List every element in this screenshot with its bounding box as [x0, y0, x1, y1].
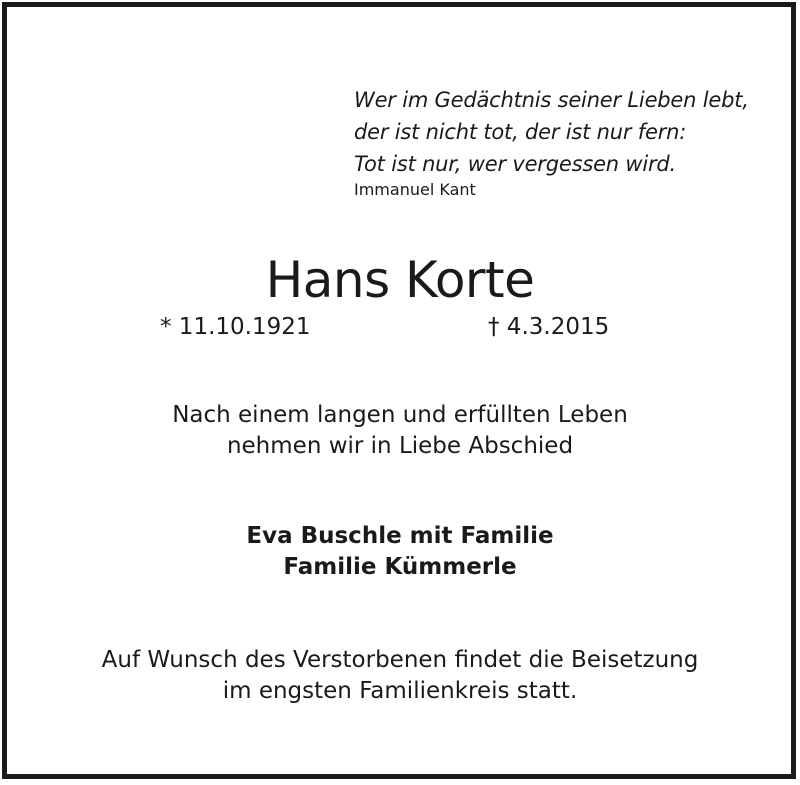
quote-author: Immanuel Kant: [354, 180, 476, 199]
quote-line: Wer im Gedächtnis seiner Lieben lebt,: [354, 88, 749, 112]
mourner-name: Eva Buschle mit Familie: [246, 523, 554, 549]
mourners-list: [0, 521, 800, 583]
burial-notice: [0, 645, 800, 707]
burial-notice-line: Auf Wunsch des Verstorbenen findet die Beisetzung: [101, 647, 699, 673]
farewell-text: [0, 400, 800, 462]
farewell-line: Nach einem langen und erfüllten Leben: [172, 402, 628, 428]
deceased-name: Hans Korte: [265, 251, 535, 309]
death-date: † 4.3.2015: [488, 314, 610, 340]
mourner-name: Familie Kümmerle: [283, 554, 517, 580]
epigraph-quote: [354, 84, 754, 200]
burial-notice-line: im engsten Familienkreis statt.: [222, 678, 578, 704]
quote-line: Tot ist nur, wer vergessen wird.: [354, 152, 677, 176]
quote-line: der ist nicht tot, der ist nur fern:: [354, 120, 687, 144]
farewell-line: nehmen wir in Liebe Abschied: [226, 433, 574, 459]
birth-date: * 11.10.1921: [160, 314, 311, 340]
